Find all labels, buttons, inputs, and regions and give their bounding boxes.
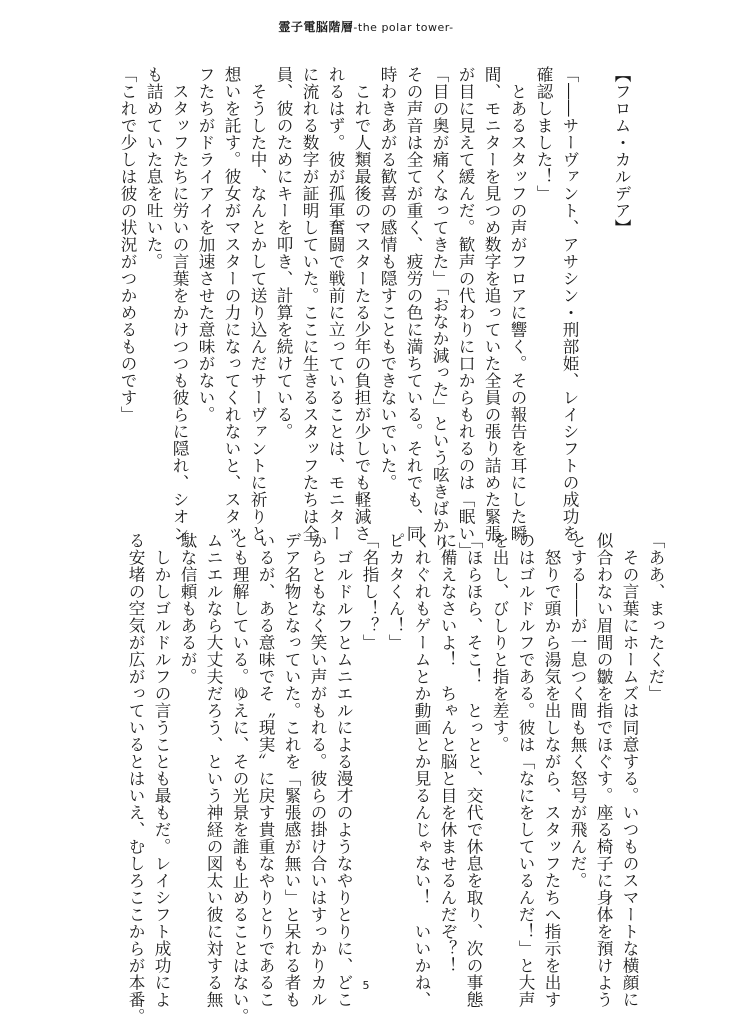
text-line: とも理解している。ゆえに、その光景を誰も止めることはない。	[230, 532, 249, 1025]
text-line: 似合わない眉間の皺を指でほぐす。座る椅子に身体を預けよう	[594, 532, 613, 1008]
text-line: 「――サーヴァント、アサシン・刑部姫、レイシフトの成功を	[560, 66, 579, 542]
upper-text-block	[114, 66, 634, 568]
text-line: 駄な信頼もあるが。	[178, 532, 197, 685]
text-line: 「これで少しは彼の状況がつかめるものです」	[118, 66, 137, 423]
text-line: 怒りで頭から湯気を出しながら、スタッフたちへ指示を出す	[542, 532, 561, 1008]
text-line: 【フロム・カルデア】	[612, 66, 631, 236]
header-title: 霊子電脳階層	[278, 20, 354, 34]
text-line: 想いを託す。彼女がマスターの力になってくれないと、スタッ	[222, 66, 241, 542]
text-line: 員、彼のためにキーを叩き、計算を続けている。	[274, 66, 293, 440]
text-line: その声音は全てが重く、疲労の色に満ちている。それでも、同	[404, 66, 423, 542]
text-line: 「名指し！？」	[360, 532, 379, 651]
text-line: ピカタくん！」	[386, 532, 405, 651]
running-header	[0, 18, 732, 35]
text-line: その言葉にホームズは同意する。いつものスマートな横顔に	[620, 532, 639, 1008]
text-line: いるが、ある意味でそ〝現実〟に戻す貴重なやりとりであるこ	[256, 532, 275, 1008]
text-line: に流れる数字が証明していた。ここに生きるスタッフたちは全	[300, 66, 319, 542]
text-line: デア名物となっていた。これを「緊張感が無い」と呆れる者も	[282, 532, 301, 1008]
text-line: 「目の奥が痛くなってきた」「おなか減った」という呟きばかり。	[430, 66, 449, 568]
text-line: そうした中、なんとかして送り込んだサーヴァントに祈りと	[248, 66, 267, 542]
text-line	[582, 66, 608, 486]
text-line: フたちがドライアイを加速させた意味がない。	[196, 66, 215, 423]
text-line: とあるスタッフの声がフロアに響く。その報告を耳にした瞬	[508, 66, 527, 542]
text-line: 「ああ、まったくだ」	[646, 532, 665, 702]
text-line: ムニエルなら大丈夫だろう、という神経の図太い彼に対する無	[204, 532, 223, 1008]
text-line: 確認しました！」	[534, 66, 553, 202]
text-line: れるはず。彼が孤軍奮闘で戦前に立っていることは、モニター	[326, 66, 345, 542]
text-line: とする――が一息つく間も無く怒号が飛んだ。	[568, 532, 587, 889]
text-line: 「ほらほら、そこ！ とっとと、交代で休息を取り、次の事態	[464, 532, 483, 1008]
text-line: ゴルドルフとムニエルによる漫才のようなやりとりに、どこ	[334, 532, 353, 1008]
header-subtitle: -the polar tower-	[353, 21, 454, 34]
text-line: スタッフたちに労いの言葉をかけつつも彼らに隠れ、シオン	[170, 66, 189, 542]
lower-text-block	[122, 532, 668, 1025]
text-line: しかしゴルドルフの言うことも最もだ。レイシフト成功によ	[152, 532, 171, 1008]
text-line: が目に見えて緩んだ。歓声の代わりに口からもれるのは「眠い」	[456, 66, 475, 559]
text-line: これで人類最後のマスターたる少年の負担が少しでも軽減さ	[352, 66, 371, 542]
text-line: も詰めていた息を吐いた。	[144, 66, 163, 270]
text-line: 間、モニターを見つめ数字を追っていた全員の張り詰めた緊張	[482, 66, 501, 542]
text-line: を出し、びしりと指を差す。	[490, 532, 509, 753]
text-line: からともなく笑い声がもれる。彼らの掛け合いはすっかりカル	[308, 532, 327, 1008]
text-line: る安堵の空気が広がっているとはいえ、むしろここからが本番。	[126, 532, 145, 1025]
text-line: に備えなさいよ！ ちゃんと脳と目を休ませるんだぞ？！	[438, 532, 457, 974]
text-line: くれぐれもゲームとか動画とか見るんじゃない！ いいかね、	[412, 532, 431, 1008]
text-line: 時わきあがる歓喜の感情も隠すこともできないでいた。	[378, 66, 397, 491]
text-line: のはゴルドルフである。彼は「なにをしているんだ！」と大声	[516, 532, 535, 1008]
page-number: 5	[362, 979, 370, 992]
